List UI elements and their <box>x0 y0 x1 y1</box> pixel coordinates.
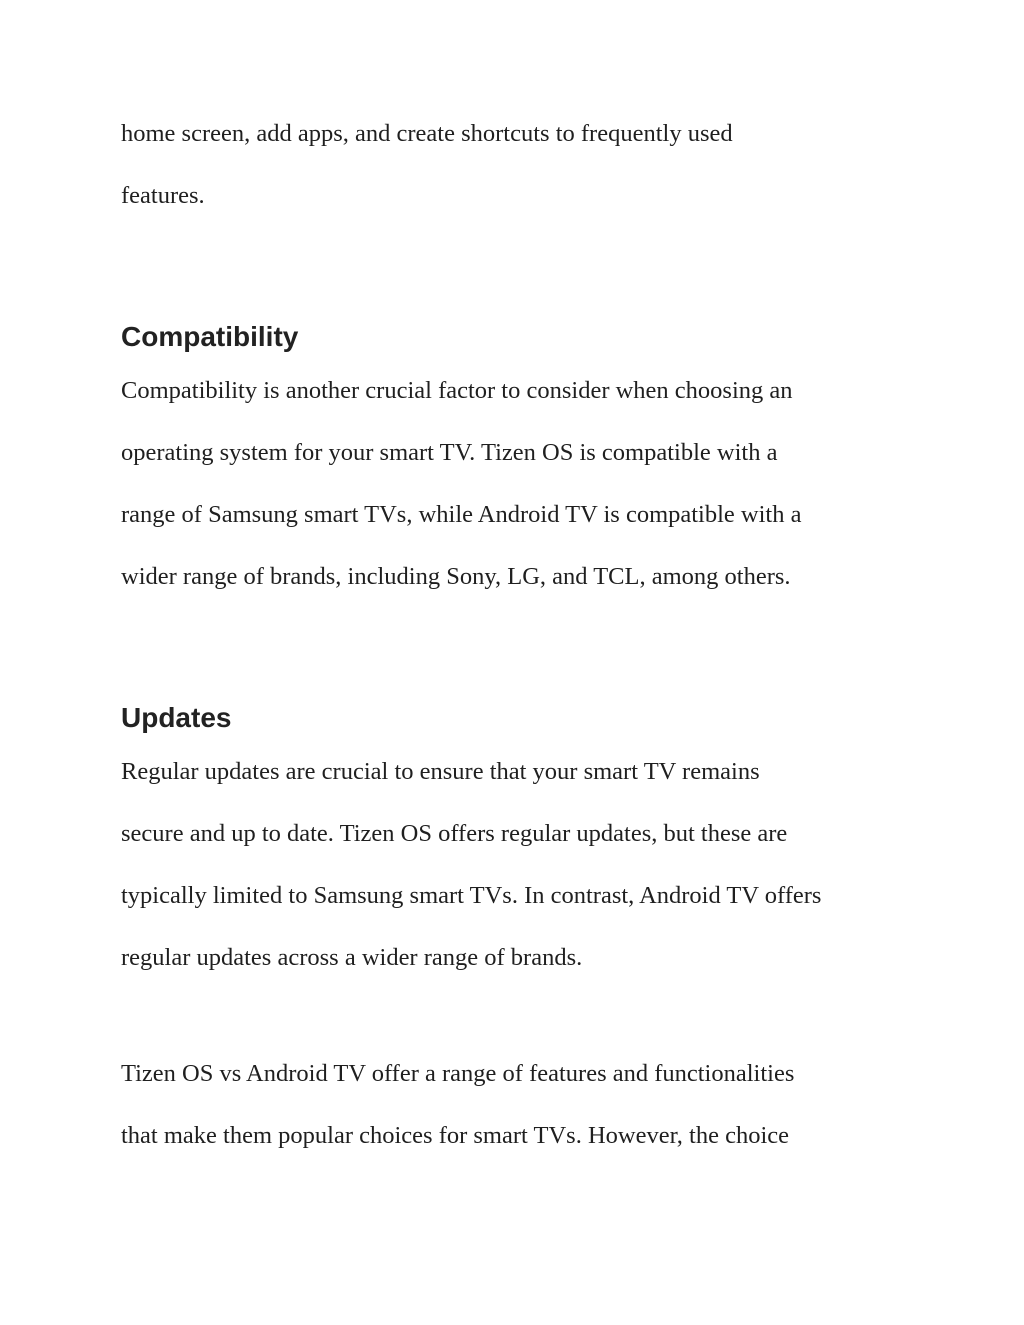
text-line: operating system for your smart TV. Tizen OS is compatible with a <box>121 439 778 466</box>
text-line: typically limited to Samsung smart TVs. In contrast, Android TV offers <box>121 882 822 909</box>
text-line: Tizen OS vs Android TV offer a range of features and functionalities <box>121 1060 795 1087</box>
text-line: wider range of brands, including Sony, LG, and TCL, among others. <box>121 563 791 590</box>
text-line: features. <box>121 182 205 209</box>
text-line: secure and up to date. Tizen OS offers regular updates, but these are <box>121 820 788 847</box>
text-line: regular updates across a wider range of brands. <box>121 944 583 971</box>
text-line: home screen, add apps, and create shortcuts to frequently used <box>121 120 733 147</box>
section-heading-compatibility: Compatibility <box>121 321 299 352</box>
text-line: Regular updates are crucial to ensure that your smart TV remains <box>121 758 760 785</box>
text-line: Compatibility is another crucial factor to consider when choosing an <box>121 377 793 404</box>
section-heading-updates: Updates <box>121 702 232 733</box>
text-line: range of Samsung smart TVs, while Android TV is compatible with a <box>121 501 802 528</box>
text-line: that make them popular choices for smart TVs. However, the choice <box>121 1122 790 1149</box>
